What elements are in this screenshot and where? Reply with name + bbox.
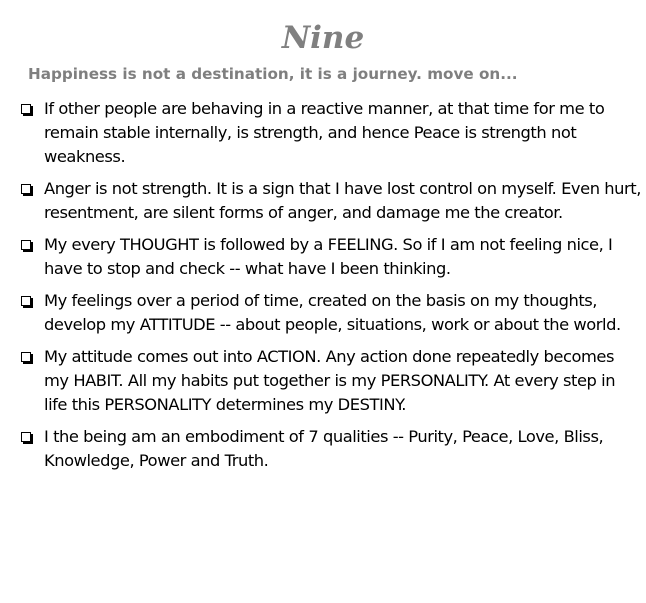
bullet-list bbox=[21, 97, 641, 481]
checkbox-square-icon bbox=[21, 104, 31, 114]
list-item-text: My every THOUGHT is followed by a FEELING. So if I am not feeling nice, I have to stop and check -- what have I been thinking. bbox=[44, 235, 613, 278]
list-item-text: My feelings over a period of time, created on the basis on my thoughts, develop my ATTITUDE -- about people, situations, work or about the world. bbox=[44, 291, 621, 334]
checkbox-square-icon bbox=[21, 296, 31, 306]
list-item-text: I the being am an embodiment of 7 qualities -- Purity, Peace, Love, Bliss, Knowledge, Power and Truth. bbox=[44, 427, 604, 470]
checkbox-square-icon bbox=[21, 184, 31, 194]
page-subtitle: Happiness is not a destination, it is a journey. move on... bbox=[28, 65, 518, 83]
list-item bbox=[21, 233, 641, 281]
list-item-text: Anger is not strength. It is a sign that I have lost control on myself. Even hurt, resentment, are silent forms of anger, and damage me the creator. bbox=[44, 179, 641, 222]
checkbox-square-icon bbox=[21, 352, 31, 362]
list-item bbox=[21, 345, 641, 417]
checkbox-square-icon bbox=[21, 240, 31, 250]
list-item-text: My attitude comes out into ACTION. Any action done repeatedly becomes my HABIT. All my habits put together is my PERSONALITY. At every step in life this PERSONALITY determines my DESTINY. bbox=[44, 347, 616, 414]
list-item bbox=[21, 289, 641, 337]
list-item bbox=[21, 425, 641, 473]
page-title: Nine bbox=[281, 20, 365, 56]
list-item bbox=[21, 177, 641, 225]
list-item-text: If other people are behaving in a reactive manner, at that time for me to remain stable internally, is strength, and hence Peace is strength not weakness. bbox=[44, 99, 605, 166]
checkbox-square-icon bbox=[21, 432, 31, 442]
list-item bbox=[21, 97, 641, 169]
